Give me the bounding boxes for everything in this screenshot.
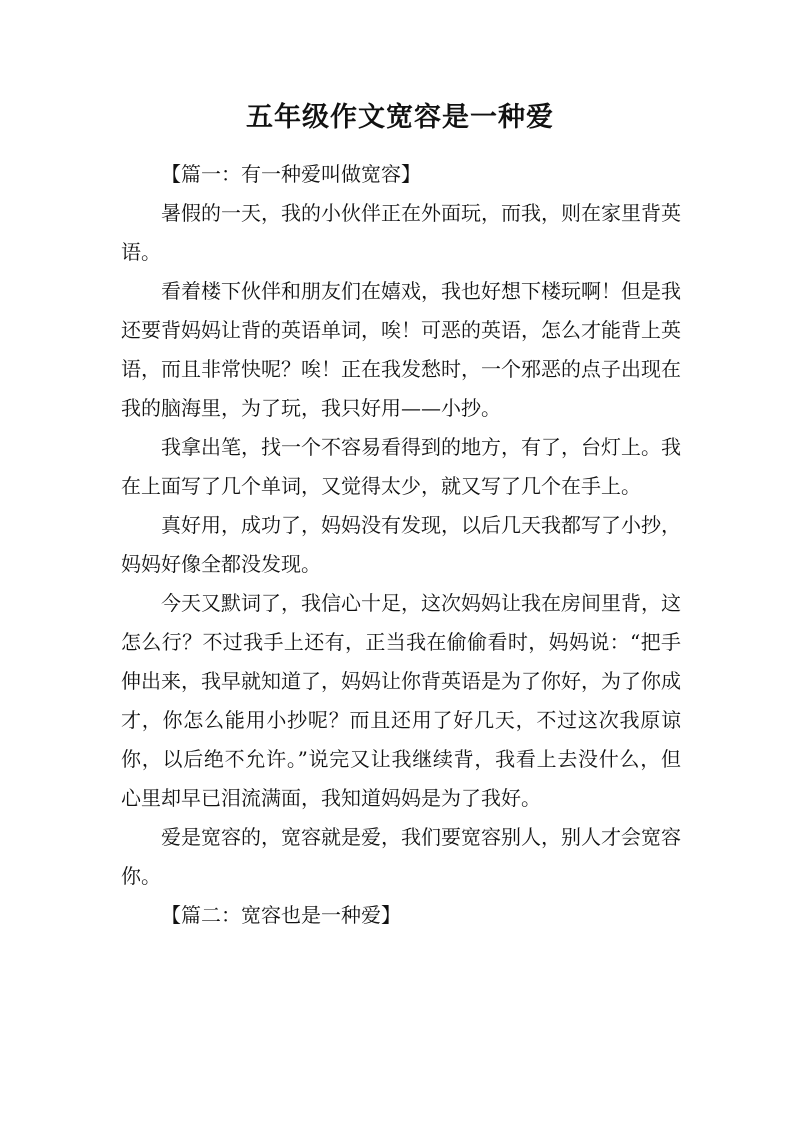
document-title: 五年级作文宽容是一种爱 xyxy=(246,102,554,133)
section-heading-2: 【篇二：宽容也是一种爱】 xyxy=(161,903,401,927)
document-body xyxy=(121,155,681,935)
paragraph: 爱是宽容的，宽容就是爱，我们要宽容别人，别人才会宽容你。 xyxy=(121,825,681,888)
paragraph: 我拿出笔，找一个不容易看得到的地方，有了，台灯上。我在上面写了几个单词，又觉得太少，就又写了几个在手上。 xyxy=(121,435,681,498)
paragraph: 今天又默词了，我信心十足，这次妈妈让我在房间里背，这怎么行？不过我手上还有，正当我在偷偷看时，妈妈说：“把手伸出来，我早就知道了，妈妈让你背英语是为了你好，为了你成才，你怎么能用小抄呢？而且还用了好几天，不过这次我原谅你，以后绝不允许。”说完又让我继续背，我看上去没什么，但心里却早已泪流满面，我知道妈妈是为了我好。 xyxy=(121,591,681,810)
paragraph: 暑假的一天，我的小伙伴正在外面玩，而我，则在家里背英语。 xyxy=(121,201,681,264)
section-heading-1: 【篇一：有一种爱叫做宽容】 xyxy=(161,162,421,186)
paragraph: 看着楼下伙伴和朋友们在嬉戏，我也好想下楼玩啊！但是我还要背妈妈让背的英语单词，唉！可恶的英语，怎么才能背上英语，而且非常快呢？唉！正在我发愁时，一个邪恶的点子出现在我的脑海里，为了玩，我只好用——小抄。 xyxy=(121,279,681,420)
paragraph: 真好用，成功了，妈妈没有发现，以后几天我都写了小抄，妈妈好像全都没发现。 xyxy=(121,513,681,576)
